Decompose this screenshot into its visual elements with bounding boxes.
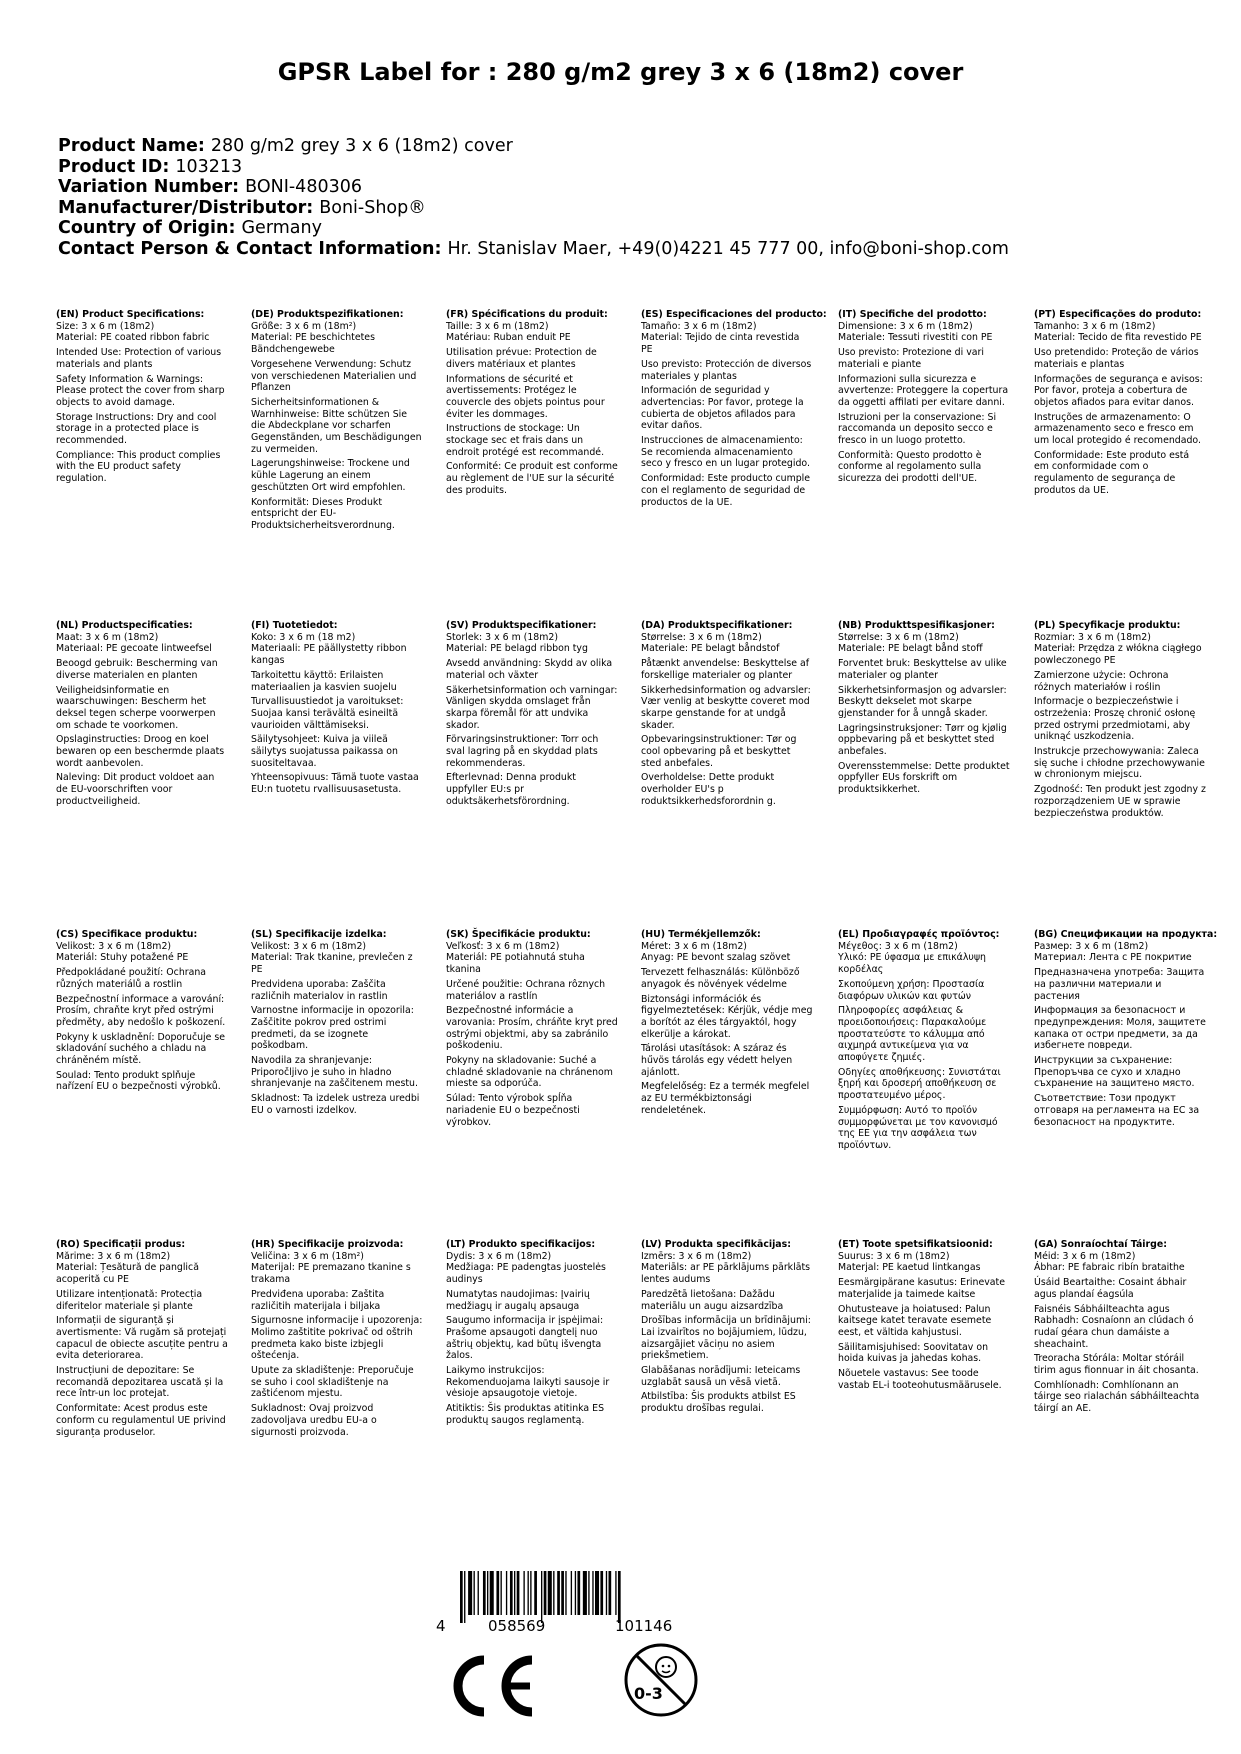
lang-field: Varnostne informacije in opozorila: Zaščitite pokrov pred ostrimi predmeti, da se izognete poškodbam. [251, 1005, 414, 1052]
lang-size: Méret: 3 x 6 m (18m2) [641, 940, 747, 952]
lang-block [446, 1239, 618, 1427]
lang-field: Intended Use: Protection of various materials and plants [56, 347, 222, 370]
lang-heading: (PT) Especificações do produto: [1034, 309, 1202, 320]
lang-field: Инструкции за съхранение: Препоръчва се сухо и хладно съхранение на защитено място. [1034, 1055, 1195, 1090]
lang-heading: (SK) Špecifikácie produktu: [446, 929, 591, 940]
lang-size: Dydis: 3 x 6 m (18m2) [446, 1250, 552, 1262]
lang-field: Πληροφορίες ασφάλειας & προειδοποιήσεις: Παρακαλούμε προστατεύστε το κάλυμμα από αιχμηρά αντικείμενα για να αποφύγετε ζημιές. [838, 1005, 987, 1064]
lang-heading: (PL) Specyfikacje produktu: [1034, 620, 1181, 631]
lang-field: Informations de sécurité et avertissements: Protégez le couvercle des objets pointus pour éviter les dommages. [446, 373, 605, 420]
lang-heading: (NL) Productspecificaties: [56, 620, 193, 631]
lang-field: Ohutusteave ja hoiatused: Palun kaitsege katet teravate esemete eest, et vältida kahjustusi. [838, 1303, 992, 1338]
svg-text:0-3: 0-3 [634, 1684, 663, 1703]
lang-block [56, 1239, 228, 1438]
lang-field: Sigurnosne informacije i upozorenja: Molimo zaštitite pokrivač od oštrih predmeta kako biste izbjegli oštećenja. [251, 1315, 423, 1362]
lang-field: Utilisation prévue: Protection de divers matériaux et plantes [446, 347, 597, 370]
lang-field: Informações de segurança e avisos: Por favor, proteja a cobertura de objetos afiados para evitar danos. [1034, 373, 1203, 408]
lang-field: Naleving: Dit product voldoet aan de EU-voorschriften voor productveiligheid. [56, 772, 215, 807]
lang-block [641, 620, 813, 808]
lang-field: Instrucțiuni de depozitare: Se recomandă depozitarea uscată și la rece într-un loc protejat. [56, 1365, 224, 1400]
info-product-id: Product ID: 103213 [58, 156, 243, 177]
lang-field: Material: Țesătură de panglică acoperită cu PE [56, 1262, 199, 1286]
lang-field: Určené použitie: Ochrana rôznych materiálov a rastlín [446, 978, 606, 1002]
lang-block [641, 309, 827, 508]
lang-field: Sukladnost: Ovaj proizvod zadovoljava uredbu EU-a o sigurnosti proizvoda. [251, 1403, 377, 1438]
lang-field: Οδηγίες αποθήκευσης: Συνιστάται ξηρή και δροσερή αποθήκευση σε προστατευμένο μέρος. [838, 1066, 1001, 1102]
lang-field: Utilizare intenționată: Protecția diferitelor materiale și plante [56, 1288, 203, 1312]
lang-size: Velikost: 3 x 6 m (18m2) [251, 940, 367, 952]
lang-field: Материал: Лента с PE покритие [1034, 952, 1192, 964]
lang-heading: (SV) Produktspecifikationer: [446, 620, 597, 631]
lang-field: Nõuetele vastavus: See toode vastab EL-i tooteohutusmäärusele. [838, 1368, 1002, 1391]
lang-field: Istruzioni per la conservazione: Si raccomanda un deposito secco e fresco in un luogo protetto. [838, 411, 997, 447]
lang-size: Velikost: 3 x 6 m (18m2) [56, 940, 172, 952]
lang-block [251, 309, 423, 532]
lang-heading: (LV) Produkta specifikācijas: [641, 1239, 791, 1250]
info-variation-number: Variation Number: BONI-480306 [58, 177, 362, 198]
info-product-name: Product Name: 280 g/m2 grey 3 x 6 (18m2) cover [58, 136, 513, 156]
lang-field: Säkerhetsinformation och varningar: Vänligen skydda omslaget från skarpa föremål för att undvika skador. [446, 684, 618, 731]
barcode-digits-right: 101146 [615, 1617, 673, 1635]
lang-heading: (FI) Tuotetiedot: [251, 620, 338, 631]
lang-field: Atitiktis: Šis produktas atitinka ES produktų saugos reglamentą. [446, 1403, 605, 1426]
lang-block [251, 620, 423, 796]
lang-field: Materiale: PE belagt bånd stoff [838, 643, 983, 655]
lang-block [56, 929, 228, 1093]
lang-field: Konformität: Dieses Produkt entspricht der EU-Produktsicherheitsverordnung. [251, 496, 395, 531]
lang-field: Materijal: PE premazano tkanine s trakama [251, 1262, 411, 1286]
lang-field: Uso previsto: Protezione di vari materiali e piante [838, 347, 984, 370]
lang-field: Información de seguridad y advertencias: Por favor, protege la cubierta de objetos afilados para evitar daños. [641, 385, 804, 432]
lang-field: Glabāšanas norādījumi: Ieteicams uzglabāt sausā un vēsā vietā. [641, 1365, 801, 1388]
lang-field: Sikkerhetsinformasjon og advarsler: Beskytt dekselet mot skarpe gjenstander for å unngå skader. [838, 684, 1007, 719]
lang-field: Bezpečnostné informácie a varovania: Prosím, chráňte kryt pred ostrými objektmi, aby sa zabránilo poškodeniu. [446, 1005, 618, 1052]
lang-size: Dimensione: 3 x 6 m (18m2) [838, 320, 973, 332]
lang-field: Predvidena uporaba: Zaščita različnih materialov in rastlin [251, 978, 388, 1002]
lang-block [838, 929, 1010, 1152]
lang-field: Uso pretendido: Proteção de vários materiais e plantas [1034, 347, 1199, 370]
lang-field: Pokyny k uskladnění: Doporučuje se skladování suchého a chladu na chráněném místě. [56, 1031, 226, 1067]
lang-field: Materiaal: PE gecoate lintweefsel [56, 643, 212, 655]
lang-field: Forventet bruk: Beskyttelse av ulike materialer og planter [838, 658, 1007, 681]
lang-size: Размер: 3 x 6 m (18m2) [1034, 940, 1149, 952]
lang-field: Matériau: Ruban enduit PE [446, 332, 571, 344]
lang-field: Navodila za shranjevanje: Priporočljivo je suho in hladno shranjevanje na zaščitenem mestu. [251, 1055, 418, 1090]
lang-size: Izmērs: 3 x 6 m (18m2) [641, 1250, 752, 1262]
lang-field: Veiligheidsinformatie en waarschuwingen: Bescherm het deksel tegen scherpe voorwerpen om schade te voorkomen. [56, 684, 216, 731]
lang-block [1034, 620, 1206, 819]
lang-field: Materiaali: PE päällystetty ribbon kangas [251, 643, 407, 667]
lang-heading: (FR) Spécifications du produit: [446, 309, 608, 320]
lang-field: Tervezett felhasználás: Különböző anyagok és növények védelme [641, 967, 800, 990]
lang-size: Size: 3 x 6 m (18m2) [56, 320, 155, 332]
lang-field: Skladnost: Ta izdelek ustreza uredbi EU o varnosti izdelkov. [251, 1093, 420, 1116]
lang-size: Suurus: 3 x 6 m (18m2) [838, 1250, 950, 1262]
lang-block [838, 1239, 1010, 1391]
lang-field: Påtænkt anvendelse: Beskyttelse af forskellige materialer og planter [641, 658, 810, 681]
lang-field: Zgodność: Ten produkt jest zgodny z rozporządzeniem UE w sprawie bezpieczeństwa produktów. [1034, 784, 1206, 819]
product-info [58, 136, 1009, 260]
lang-field: Material: PE coated ribbon fabric [56, 332, 210, 344]
lang-field: Съответствие: Този продукт отговаря на регламента на ЕС за безопасност на продуктите. [1034, 1093, 1200, 1128]
lang-field: Material: Trak tkanine, prevlečen z PE [251, 952, 413, 976]
lang-block [1034, 309, 1206, 497]
lang-heading: (IT) Specifiche del prodotto: [838, 309, 987, 320]
lang-field: Conformidade: Este produto está em conformidade com o regulamento de segurança de produtos da UE. [1034, 449, 1190, 496]
lang-heading: (GA) Sonraíochtaí Táirge: [1034, 1239, 1167, 1250]
lang-field: Treoracha Stórála: Moltar stóráil tirim agus fionnuar in áit chosanta. [1034, 1353, 1199, 1377]
lang-field: Säilytysohjeet: Kuiva ja viileä säilytys suojatussa paikassa on suositeltavaa. [251, 734, 398, 769]
lang-size: Tamaño: 3 x 6 m (18m2) [641, 320, 757, 332]
lang-field: Предназначена употреба: Защита на различни материали и растения [1034, 967, 1205, 1002]
lang-block [251, 929, 423, 1117]
lang-field: Säilitamisjuhised: Soovitatav on hoida kuivas ja jahedas kohas. [838, 1341, 989, 1365]
lang-field: Materiale: PE belagt båndstof [641, 643, 780, 655]
lang-field: Υλικό: PE ύφασμα με επικάλυψη κορδέλας [838, 952, 986, 976]
lang-heading: (EN) Product Specifications: [56, 309, 205, 320]
lang-field: Eesmärgipärane kasutus: Erinevate materjalide ja taimede kaitse [838, 1277, 1005, 1300]
lang-field: Pokyny na skladovanie: Suché a chladné skladovanie na chránenom mieste sa odporúča. [446, 1055, 613, 1090]
lang-field: Conformité: Ce produit est conforme au règlement de l'UE sur la sécurité des produits. [446, 461, 618, 496]
lang-field: Instructions de stockage: Un stockage sec et frais dans un endroit protégé est recommandé. [446, 423, 605, 458]
lang-field: Súlad: Tento výrobok spĺňa nariadenie EU o bezpečnosti výrobkov. [446, 1093, 580, 1128]
ce-mark-icon [450, 1654, 536, 1718]
lang-size: Størrelse: 3 x 6 m (18m2) [641, 631, 762, 643]
lang-field: Storage Instructions: Dry and cool storage in a protected place is recommended. [56, 411, 217, 447]
lang-field: Tarkoitettu käyttö: Erilaisten materiaalien ja kasvien suojelu [251, 669, 397, 693]
lang-field: Predviđena uporaba: Zaštita različitih materijala i biljaka [251, 1288, 385, 1312]
lang-field: Opslaginstructies: Droog en koel bewaren op een beschermde plaats wordt aanbevolen. [56, 734, 225, 769]
lang-field: Material: Tejido de cinta revestida PE [641, 332, 800, 356]
lang-field: Vorgesehene Verwendung: Schutz von verschiedenen Materialien und Pflanzen [251, 358, 417, 394]
lang-heading: (BG) Спецификации на продукта: [1034, 929, 1218, 940]
lang-field: Turvallisuustiedot ja varoitukset: Suojaa kansi terävältä esineiltä vaurioiden välttämiseksi. [251, 696, 404, 731]
barcode [458, 1571, 720, 1623]
lang-field: Materiał: Przędza z włókna ciągłego powleczonego PE [1034, 643, 1202, 667]
lang-field: Conformidad: Este producto cumple con el reglamento de seguridad de productos de la UE. [641, 473, 811, 508]
lang-field: Informazioni sulla sicurezza e avvertenze: Proteggere la copertura da oggetti affilati per evitare danni. [838, 373, 1009, 408]
lang-field: Lagringsinstruksjoner: Tørr og kjølig oppbevaring på et beskyttet sted anbefales. [838, 722, 1007, 758]
lang-heading: (HR) Specifikacije proizvoda: [251, 1239, 404, 1250]
lang-field: Laikymo instrukcijos: Rekomenduojama laikyti sausoje ir vėsioje apsaugotoje vietoje. [446, 1365, 610, 1400]
barcode-digit-prefix: 4 [436, 1617, 446, 1635]
lang-field: Megfelelőség: Ez a termék megfelel az EU termékbiztonsági rendeletének. [641, 1081, 810, 1116]
lang-block [251, 1239, 423, 1438]
lang-size: Μέγεθος: 3 x 6 m (18m2) [838, 940, 958, 952]
info-contact: Contact Person & Contact Information: Hr. Stanislav Maer, +49(0)4221 45 777 00, info@boni-shop.com [58, 238, 1009, 259]
lang-block [641, 1239, 813, 1415]
lang-field: Tárolási utasítások: A száraz és hűvös tárolás egy védett helyen ajánlott. [641, 1043, 793, 1078]
lang-block [641, 929, 813, 1117]
lang-field: Material: Tecido de fita revestido PE [1034, 332, 1202, 344]
lang-field: Σκοπούμενη χρήση: Προστασία διαφόρων υλικών και φυτών [838, 978, 985, 1002]
lang-size: Størrelse: 3 x 6 m (18m2) [838, 631, 959, 643]
lang-field: Conformitate: Acest produs este conform cu regulamentul UE privind siguranța produselor. [56, 1403, 226, 1438]
lang-field: Úsáid Beartaithe: Cosaint ábhair agus plandaí éagsúla [1034, 1277, 1187, 1300]
lang-size: Storlek: 3 x 6 m (18m2) [446, 631, 559, 643]
lang-field: Anyag: PE bevont szalag szövet [641, 952, 791, 964]
lang-field: Instrukcje przechowywania: Zaleca się suche i chłodne przechowywanie w chronionym miejscu. [1034, 746, 1205, 781]
lang-field: Overensstemmelse: Dette produktet oppfyller EUs forskrift om produktsikkerhet. [838, 760, 1010, 796]
lang-field: Safety Information & Warnings: Please protect the cover from sharp objects to avoid damage. [56, 373, 225, 408]
lang-block [446, 929, 618, 1128]
lang-heading: (LT) Produkto specifikacijos: [446, 1239, 596, 1250]
lang-heading: (ES) Especificaciones del producto: [641, 309, 827, 320]
lang-size: Méid: 3 x 6 m (18m2) [1034, 1250, 1136, 1262]
lang-heading: (NB) Produkttspesifikasjoner: [838, 620, 995, 631]
lang-field: Material: PE beschichtetes Bändchengewebe [251, 332, 375, 356]
lang-heading: (EL) Προδιαγραφές προϊόντος: [838, 929, 1000, 940]
lang-field: Materiál: Stuhy potažené PE [56, 952, 189, 964]
lang-field: Material: PE belagd ribbon tyg [446, 643, 588, 655]
lang-size: Mărime: 3 x 6 m (18m2) [56, 1250, 171, 1262]
lang-field: Sicherheitsinformationen & Warnhinweise: Bitte schützen Sie die Abdeckplane vor scharfen Gegenständen, um Beschädigungen zu vermeiden. [251, 396, 422, 455]
lang-block [838, 309, 1010, 485]
lang-field: Zamierzone użycie: Ochrona różnych materiałów i roślin [1034, 669, 1169, 693]
lang-field: Saugumo informacija ir įspėjimai: Prašome apsaugoti dangtelį nuo aštrių objektų, kad būtų išvengta žalos. [446, 1315, 604, 1362]
lang-field: Efterlevnad: Denna produkt uppfyller EU:s pr oduktsäkerhetsförordning. [446, 772, 576, 807]
lang-field: Συμμόρφωση: Αυτό το προϊόν συμμορφώνεται με τον κανονισμό της ΕΕ για την ασφάλεια των προϊόντων. [838, 1104, 998, 1151]
lang-block [56, 620, 228, 808]
lang-block [446, 309, 618, 497]
lang-size: Rozmiar: 3 x 6 m (18m2) [1034, 631, 1151, 643]
lang-block [1034, 929, 1218, 1128]
barcode-digits-left: 058569 [488, 1617, 546, 1635]
lang-heading: (SL) Specifikacije izdelka: [251, 929, 387, 940]
lang-field: Atbilstība: Šis produkts atbilst ES produktu drošības regulai. [641, 1391, 796, 1415]
lang-size: Maat: 3 x 6 m (18m2) [56, 631, 159, 643]
lang-heading: (DE) Produktspezifikationen: [251, 309, 404, 320]
lang-field: Medžiaga: PE padengtas juostelės audinys [446, 1262, 606, 1286]
lang-size: Tamanho: 3 x 6 m (18m2) [1034, 320, 1156, 332]
lang-block [446, 620, 618, 808]
lang-field: Biztonsági információk és figyelmeztetések: Kérjük, védje meg a borítót az éles tárgyaktól, hogy elkerülje a károkat. [641, 993, 813, 1040]
lang-field: Ábhar: PE fabraic ribín brataithe [1034, 1262, 1185, 1274]
lang-field: Drošības informācija un brīdinājumi: Lai izvairītos no bojājumiem, lūdzu, aizsargājiet vāciņu no asiem priekšmetiem. [641, 1315, 811, 1362]
lang-field: Upute za skladištenje: Preporučuje se suho i cool skladištenje na zaštićenom mjestu. [251, 1365, 414, 1400]
lang-block [1034, 1239, 1206, 1415]
lang-field: Instrucciones de almacenamiento: Se recomienda almacenamiento seco y fresco en un lugar protegido. [641, 435, 810, 470]
lang-heading: (ET) Toote spetsifikatsioonid: [838, 1239, 993, 1250]
lang-field: Conformità: Questo prodotto è conforme al regolamento sulla sicurezza dei prodotti dell'UE. [838, 449, 982, 485]
lang-field: Informații de siguranță și avertismente: Vă rugăm să protejați capacul de obiecte ascuțite pentru a evita deteriorarea. [56, 1315, 228, 1362]
lang-field: Yhteensopivuus: Tämä tuote vastaa EU:n tuotetu rvallisuusasetusta. [251, 772, 419, 796]
lang-field: Beoogd gebruik: Bescherming van diverse materialen en planten [56, 658, 218, 681]
lang-field: Overholdelse: Dette produkt overholder EU's p roduktsikkerhedsforordnin g. [641, 772, 776, 807]
info-manufacturer: Manufacturer/Distributor: Boni-Shop® [58, 197, 426, 218]
lang-field: Paredzētā lietošana: Dažādu materiālu un augu aizsardzība [641, 1288, 784, 1312]
lang-size: Taille: 3 x 6 m (18m2) [446, 320, 549, 332]
lang-field: Materiāls: ar PE pārklājums pārklāts lentes audums [641, 1262, 811, 1286]
lang-field: Instruções de armazenamento: O armazenamento seco e fresco em um local protegido é recomendado. [1034, 411, 1201, 447]
age-warning-0-3-icon [622, 1641, 700, 1719]
lang-field: Soulad: Tento produkt splňuje nařízení EU o bezpečnosti výrobků. [56, 1069, 221, 1093]
lang-size: Veličina: 3 x 6 m (18m²) [251, 1250, 364, 1262]
lang-field: Informacje o bezpieczeństwie i ostrzeżenia: Proszę chronić osłonę przed ostrymi przedmiotami, aby uniknąć uszkodzenia. [1034, 696, 1196, 743]
lang-field: Sikkerhedsinformation og advarsler: Vær venlig at beskytte coveret mod skarpe genstande for at undgå skader. [641, 684, 811, 731]
lang-block [56, 309, 228, 485]
lang-heading: (CS) Specifikace produktu: [56, 929, 198, 940]
lang-field: Předpokládané použití: Ochrana různých materiálů a rostlin [56, 967, 207, 990]
lang-field: Bezpečnostní informace a varování: Prosím, chraňte kryt před ostrými předměty, aby nedošlo k poškození. [56, 993, 226, 1028]
lang-size: Veľkosť: 3 x 6 m (18m2) [446, 940, 560, 952]
lang-size: Größe: 3 x 6 m (18m²) [251, 320, 357, 332]
lang-field: Информация за безопасност и предупреждения: Моля, защитете капака от остри предмети, за да избегнете повреди. [1034, 1005, 1206, 1052]
lang-field: Materjal: PE kaetud lintkangas [838, 1262, 981, 1274]
lang-field: Materiál: PE potiahnutá stuha tkanina [446, 952, 585, 976]
info-country-of-origin: Country of Origin: Germany [58, 218, 322, 239]
lang-size: Koko: 3 x 6 m (18 m2) [251, 631, 356, 643]
page-title: GPSR Label for : 280 g/m2 grey 3 x 6 (18m2) cover [277, 58, 964, 86]
lang-field: Faisnéis Sábháilteachta agus Rabhadh: Cosnaíonn an clúdach ó rudaí géara chun damáiste a sheachaint. [1034, 1303, 1194, 1350]
lang-field: Comhlíonadh: Comhlíonann an táirge seo rialachán sábháilteachta táirgí an AE. [1034, 1379, 1200, 1415]
lang-field: Uso previsto: Protección de diversos materiales y plantas [641, 358, 812, 382]
lang-field: Lagerungshinweise: Trockene und kühle Lagerung an einem geschützten Ort wird empfohlen. [251, 458, 410, 493]
lang-field: Opbevaringsinstruktioner: Tør og cool opbevaring på et beskyttet sted anbefales. [641, 734, 797, 769]
lang-field: Numatytas naudojimas: Įvairių medžiagų ir augalų apsauga [446, 1288, 590, 1312]
lang-field: Avsedd användning: Skydd av olika material och växter [446, 658, 613, 681]
lang-field: Materiale: Tessuti rivestiti con PE [838, 332, 993, 344]
lang-block [838, 620, 1010, 796]
lang-heading: (DA) Produktspecifikationer: [641, 620, 793, 631]
lang-heading: (HU) Termékjellemzők: [641, 929, 761, 940]
lang-field: Compliance: This product complies with the EU product safety regulation. [56, 449, 221, 485]
lang-field: Förvaringsinstruktioner: Torr och sval lagring på en skyddad plats rekommenderas. [446, 734, 599, 769]
lang-heading: (RO) Specificații produs: [56, 1239, 186, 1250]
